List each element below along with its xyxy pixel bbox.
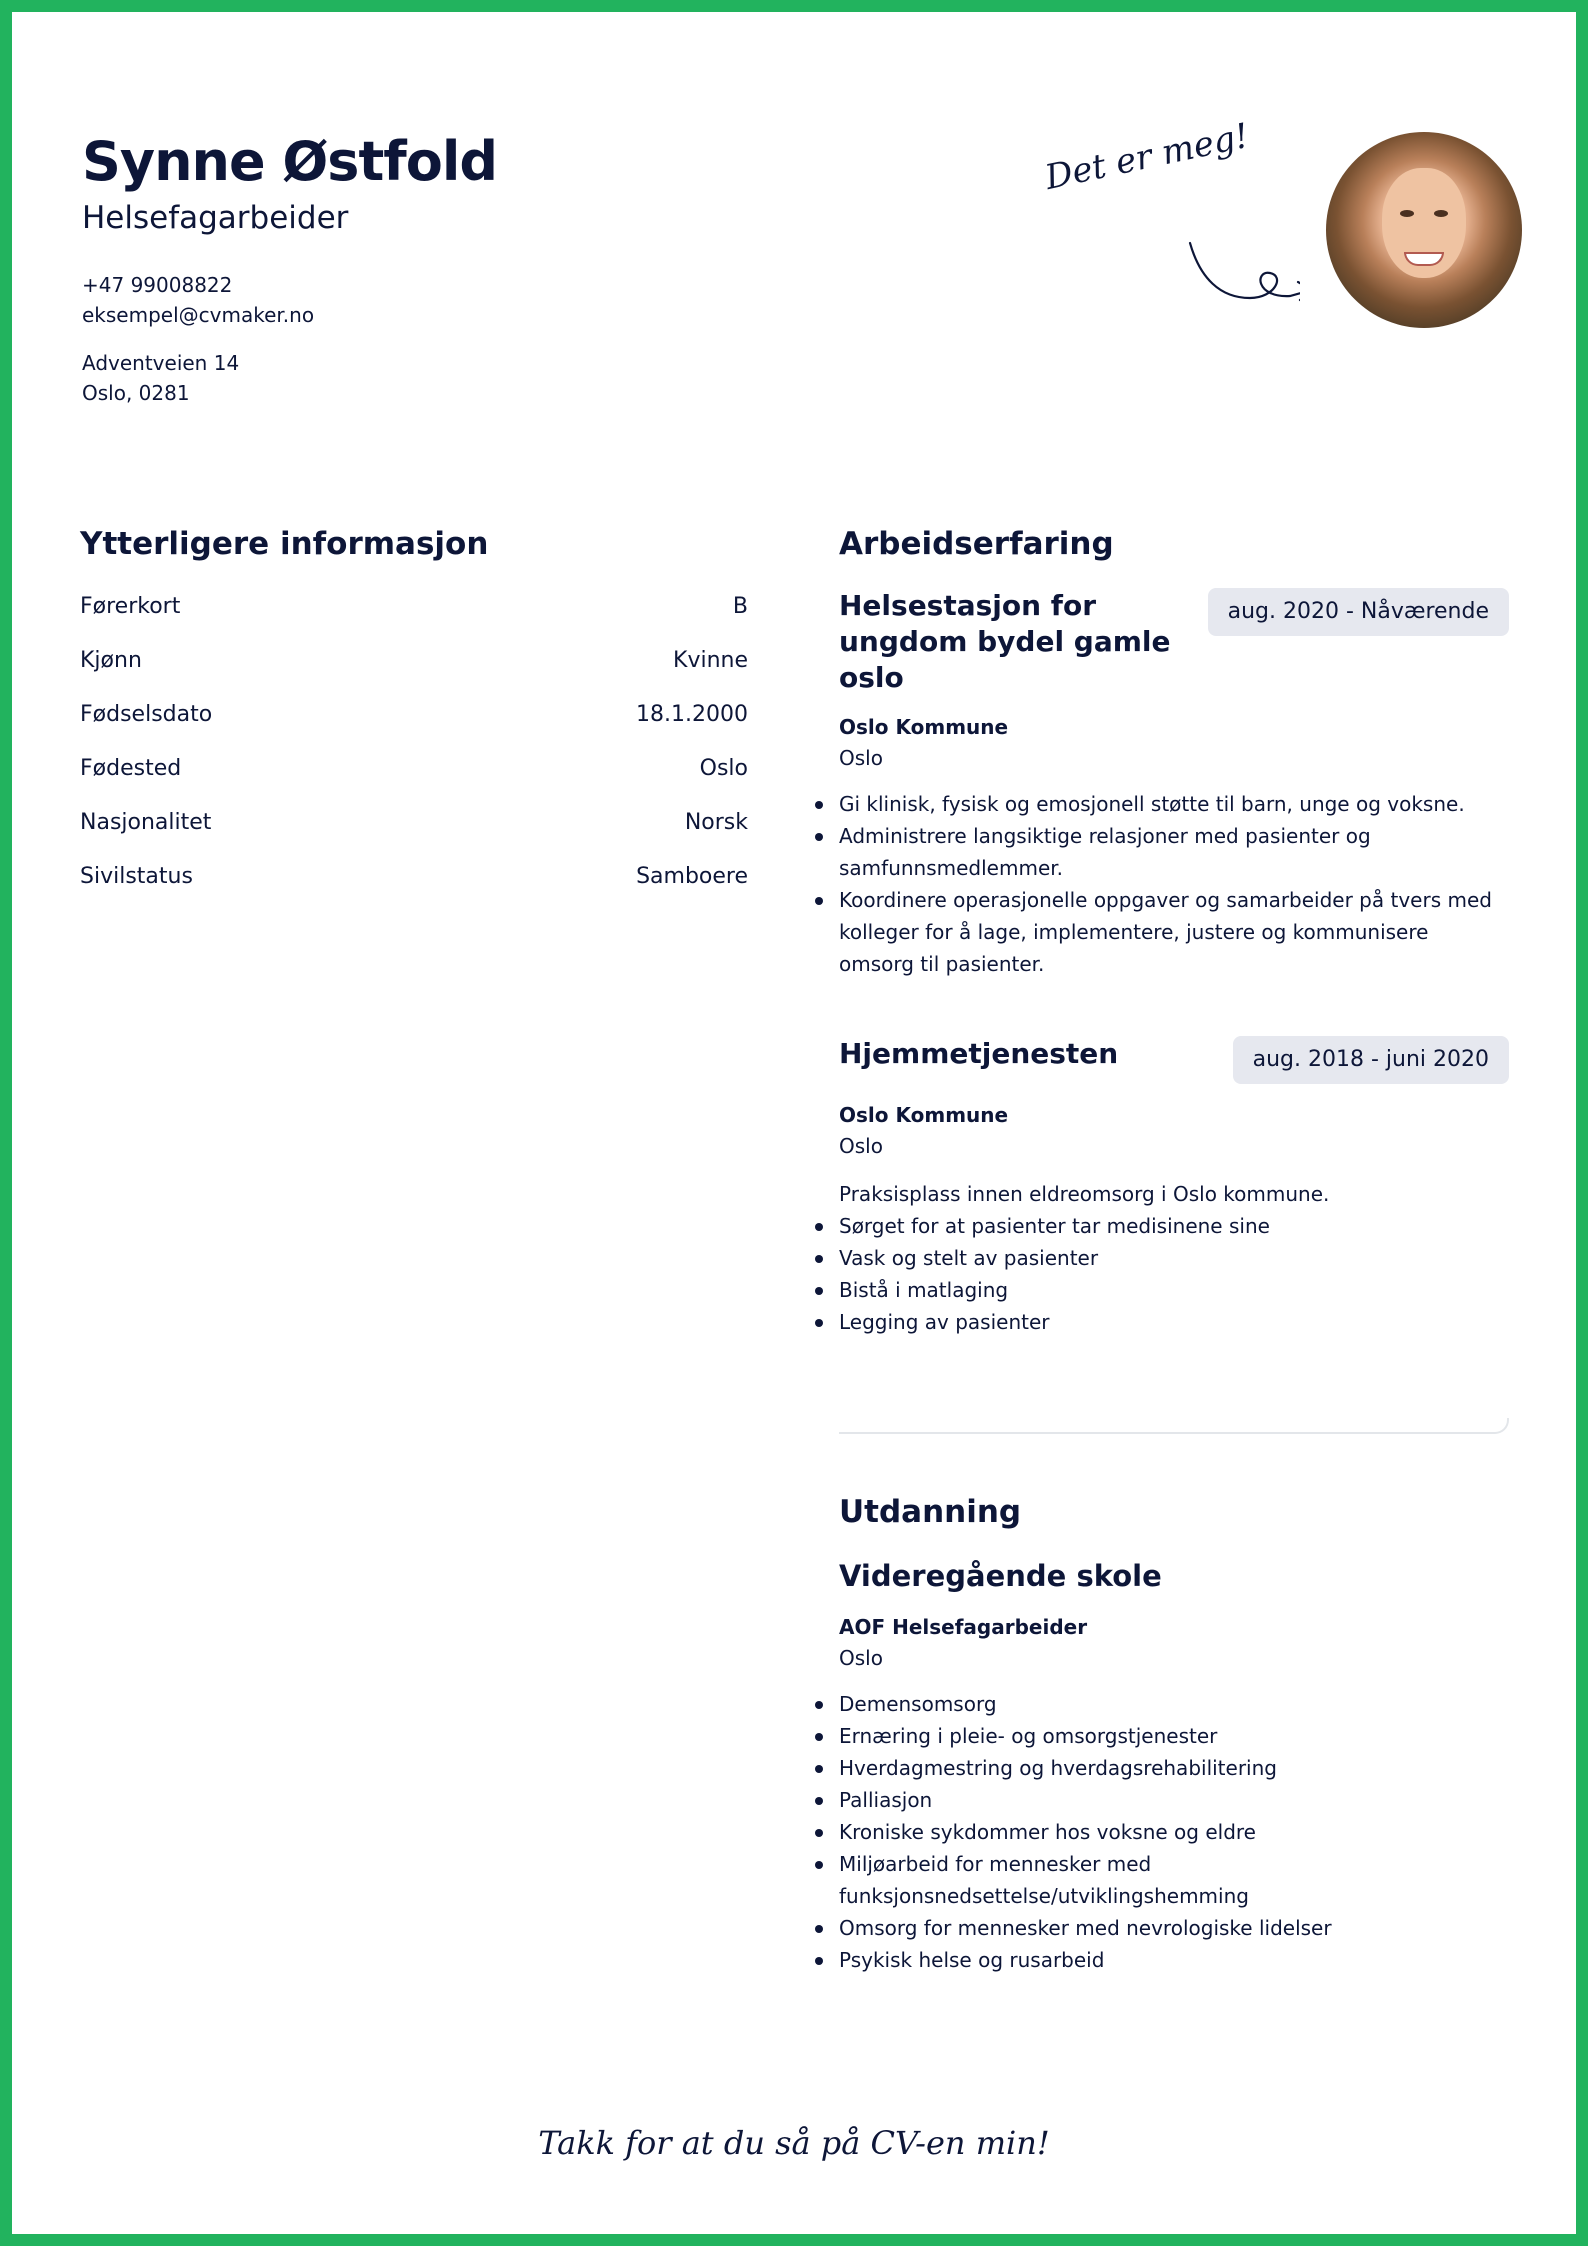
list-item: Palliasjon bbox=[839, 1784, 1509, 1816]
info-row bbox=[80, 592, 748, 622]
photo-note-text: Det er meg! bbox=[1041, 115, 1253, 198]
info-label: Fødselsdato bbox=[80, 702, 213, 727]
info-value: Kvinne bbox=[673, 648, 748, 673]
info-row bbox=[80, 700, 748, 730]
job-entry bbox=[839, 588, 1509, 980]
job-employer: Oslo Kommune bbox=[839, 715, 1009, 739]
job-bullets bbox=[839, 788, 1509, 980]
job-bullets bbox=[839, 1210, 1509, 1338]
info-value: B bbox=[732, 594, 748, 619]
curly-arrow-icon bbox=[1050, 158, 1300, 328]
person-name: Synne Østfold bbox=[82, 130, 498, 193]
section-divider bbox=[839, 1418, 1509, 1434]
info-label: Førerkort bbox=[80, 594, 181, 619]
info-row bbox=[80, 862, 748, 892]
list-item: Demensomsorg bbox=[839, 1688, 1509, 1720]
info-value: Oslo bbox=[699, 756, 748, 781]
list-item: Kroniske sykdommer hos voksne og eldre bbox=[839, 1816, 1509, 1848]
cv-page bbox=[12, 12, 1576, 2234]
education-title: Videregående skole bbox=[839, 1559, 1162, 1593]
date-badge: aug. 2018 - juni 2020 bbox=[1233, 1036, 1509, 1084]
job-header bbox=[839, 1036, 1509, 1084]
photo-eye-left bbox=[1400, 210, 1414, 217]
list-item: Psykisk helse og rusarbeid bbox=[839, 1944, 1509, 1976]
job-title: Hjemmetjenesten bbox=[839, 1037, 1119, 1070]
info-row bbox=[80, 646, 748, 676]
address-line-1: Adventveien 14 bbox=[82, 351, 240, 375]
info-label: Kjønn bbox=[80, 648, 142, 673]
job-title: Helsestasjon for ungdom bydel gamle oslo bbox=[839, 589, 1171, 694]
info-row bbox=[80, 808, 748, 838]
info-heading: Ytterligere informasjon bbox=[80, 526, 489, 562]
education-heading: Utdanning bbox=[839, 1494, 1022, 1530]
main-column bbox=[839, 522, 1509, 1976]
info-label: Sivilstatus bbox=[80, 864, 193, 889]
address-block bbox=[82, 348, 1522, 408]
info-value: 18.1.2000 bbox=[636, 702, 748, 727]
info-value: Norsk bbox=[684, 810, 748, 835]
list-item: Gi klinisk, fysisk og emosjonell støtte til barn, unge og voksne. bbox=[839, 788, 1509, 820]
address-line-2: Oslo, 0281 bbox=[82, 381, 190, 405]
phone-number: +47 99008822 bbox=[82, 273, 233, 297]
job-entry bbox=[839, 1036, 1509, 1338]
job-description: Praksisplass innen eldreomsorg i Oslo kommune. bbox=[839, 1182, 1330, 1206]
person-title: Helsefagarbeider bbox=[82, 200, 349, 236]
education-bullets bbox=[839, 1688, 1509, 1976]
footer-note: Takk for at du så på CV-en min! bbox=[538, 2124, 1050, 2162]
job-header bbox=[839, 588, 1509, 696]
photo-eye-right bbox=[1434, 210, 1448, 217]
date-badge: aug. 2020 - Nåværende bbox=[1208, 588, 1509, 636]
list-item: Vask og stelt av pasienter bbox=[839, 1242, 1509, 1274]
job-city: Oslo bbox=[839, 1134, 883, 1158]
photo-note bbox=[1041, 115, 1300, 328]
list-item: Hverdagmestring og hverdagsrehabilitering bbox=[839, 1752, 1509, 1784]
email-address: eksempel@cvmaker.no bbox=[82, 303, 315, 327]
list-item: Ernæring i pleie- og omsorgstjenester bbox=[839, 1720, 1509, 1752]
contact-block bbox=[82, 270, 1522, 330]
info-label: Fødested bbox=[80, 756, 182, 781]
list-item: Administrere langsiktige relasjoner med pasienter og samfunnsmedlemmer. bbox=[839, 820, 1509, 884]
list-item: Koordinere operasjonelle oppgaver og samarbeider på tvers med kolleger for å lage, implementere, justere og kommunisere omsorg til pasienter. bbox=[839, 884, 1509, 980]
list-item: Omsorg for mennesker med nevrologiske lidelser bbox=[839, 1912, 1509, 1944]
job-city: Oslo bbox=[839, 746, 883, 770]
list-item: Miljøarbeid for mennesker med funksjonsnedsettelse/utviklingshemming bbox=[839, 1848, 1509, 1912]
info-section bbox=[80, 522, 748, 892]
info-value: Samboere bbox=[636, 864, 748, 889]
list-item: Sørget for at pasienter tar medisinene sine bbox=[839, 1210, 1509, 1242]
list-item: Legging av pasienter bbox=[839, 1306, 1509, 1338]
work-heading: Arbeidserfaring bbox=[839, 526, 1114, 562]
education-city: Oslo bbox=[839, 1646, 883, 1670]
cv-header bbox=[82, 115, 1522, 450]
education-school: AOF Helsefagarbeider bbox=[839, 1615, 1088, 1639]
list-item: Bistå i matlaging bbox=[839, 1274, 1509, 1306]
profile-photo bbox=[1326, 132, 1522, 328]
info-label: Nasjonalitet bbox=[80, 810, 212, 835]
info-row bbox=[80, 754, 748, 784]
job-employer: Oslo Kommune bbox=[839, 1103, 1009, 1127]
